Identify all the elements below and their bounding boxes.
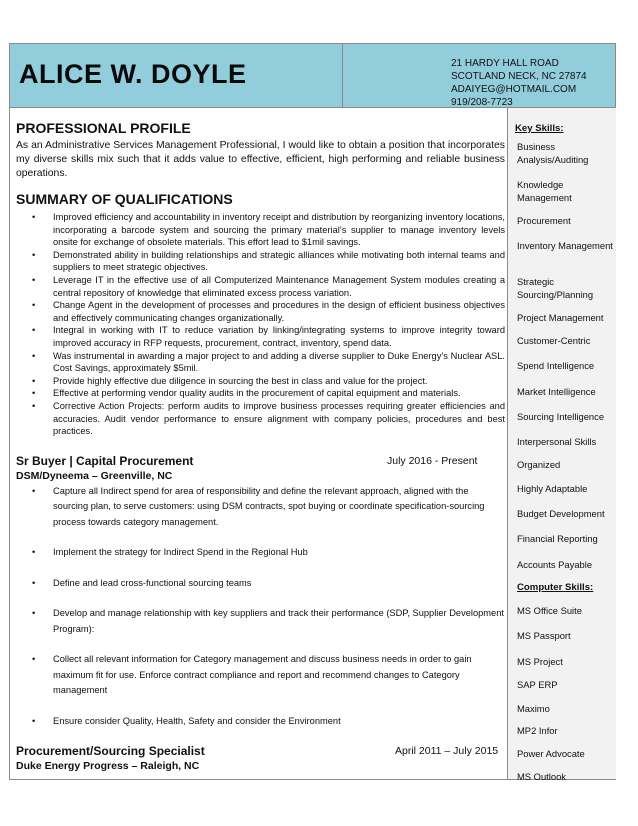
profile-text: As an Administrative Services Management Professional, I would like to obtain a position that incorporates my diverse skills mix such that it adds value to effective, efficient, high performing and reliable business operations. <box>16 140 505 179</box>
contact-block <box>451 57 587 109</box>
job-dates: July 2016 - Present <box>387 454 478 467</box>
skill-item: Financial Reporting <box>517 533 598 544</box>
job-duties-list <box>16 484 505 730</box>
skill-item: Customer-Centric <box>517 335 591 346</box>
profile-heading: PROFESSIONAL PROFILE <box>16 120 191 136</box>
skill-item: Knowledge Management <box>517 179 572 203</box>
qualification-item: • Corrective Action Projects: perform audits to improve business processes requiring greater efficiencies and accuracies. Audit vendor performance to ensure alignment with company policies, procedures and best practices. <box>16 400 505 438</box>
qualification-item: • Provide highly effective due diligence in sourcing the best in class and value for the project. <box>16 375 505 388</box>
computer-skills-heading: Computer Skills: <box>517 582 594 593</box>
resume-header <box>10 44 615 108</box>
qualifications-heading: SUMMARY OF QUALIFICATIONS <box>16 191 233 207</box>
computer-skill-item: MP2 Infor <box>517 725 558 736</box>
job-duty-item: • Capture all Indirect spend for area of responsibility and define the relevant approach, aligned with the sourcing plan, to serve customers: using DSM contracts, spot buying or coordinate specification-sourcing process towards category management. <box>16 484 505 531</box>
job-dates: April 2011 – July 2015 <box>395 745 499 758</box>
skill-item: Highly Adaptable <box>517 483 588 494</box>
qualification-item: • Integral in working with IT to reduce variation by linking/integrating systems to improve integrity toward improved accuracy in RFP requests, procurement, contract, inventory, spend data. <box>16 324 505 349</box>
skill-item: Business Analysis/Auditing <box>517 141 589 165</box>
computer-skill-item: MS Outlook <box>517 771 566 782</box>
job-company: DSM/Dyneema – Greenville, NC <box>16 469 173 482</box>
job-title: Sr Buyer | Capital Procurement <box>16 453 194 468</box>
skills-sidebar <box>507 108 616 782</box>
computer-skill-item: Power Advocate <box>517 748 585 759</box>
job-duty-item: • Define and lead cross-functional sourcing teams <box>16 576 505 592</box>
skill-item: Strategic Sourcing/Planning <box>517 276 594 300</box>
address-line-2: SCOTLAND NECK, NC 27874 <box>451 71 587 82</box>
computer-skill-item: Maximo <box>517 703 550 714</box>
skill-item: Organized <box>517 459 561 470</box>
candidate-name: ALICE W. DOYLE <box>19 59 247 89</box>
job-duty-item: • Ensure consider Quality, Health, Safety and consider the Environment <box>16 714 505 730</box>
skill-item: Market Intelligence <box>517 386 596 397</box>
skill-item: Budget Development <box>517 508 605 519</box>
job-duty-item: • Implement the strategy for Indirect Spend in the Regional Hub <box>16 545 505 561</box>
email-address: ADAIYEG@HOTMAIL.COM <box>451 84 577 95</box>
job-title: Procurement/Sourcing Specialist <box>16 744 205 759</box>
qualification-item: • Change Agent in the development of processes and procedures in the design of efficient business objectives and effectively communicating changes organizationally. <box>16 299 505 324</box>
job-duty-item: • Collect all relevant information for Category management and discuss business needs in order to gain maximum fit for use. Enforce contract compliance and report and recommend changes to Category management <box>16 652 505 699</box>
key-skills-heading: Key Skills: <box>515 123 564 134</box>
skill-item: Project Management <box>517 312 604 323</box>
qualification-item: • Leverage IT in the effective use of all Computerized Maintenance Management System modules creating a central repository of knowledge that eliminated excess process variation. <box>16 274 505 299</box>
job-duty-item: • Develop and manage relationship with key suppliers and track their performance (SDP, Supplier Development Program): <box>16 606 505 637</box>
main-column <box>16 120 505 772</box>
qualification-item: • Effective at performing vendor quality audits in the procurement of capital equipment and materials. <box>16 387 505 400</box>
job-company: Duke Energy Progress – Raleigh, NC <box>16 760 200 773</box>
skill-item: Spend Intelligence <box>517 360 595 371</box>
qualification-item: • Demonstrated ability in building relationships and strategic alliances while motivating both internal teams and suppliers to meet strategic objectives. <box>16 249 505 274</box>
qualification-item: • Was instrumental in awarding a major project to and adding a diverse supplier to Duke Energy’s Nuclear ASL. Cost Savings, approximately $5mil. <box>16 350 505 375</box>
computer-skill-item: MS Passport <box>517 630 571 641</box>
header-divider <box>342 44 343 107</box>
job-header <box>16 454 505 470</box>
qualifications-list <box>16 211 505 438</box>
skill-item: Sourcing Intelligence <box>517 411 605 422</box>
computer-skill-item: MS Office Suite <box>517 605 582 616</box>
skill-item: Inventory Management <box>517 240 613 251</box>
resume-page <box>9 43 616 780</box>
computer-skill-item: SAP ERP <box>517 679 558 690</box>
skill-item: Interpersonal Skills <box>517 436 597 447</box>
skill-item: Procurement <box>517 215 571 226</box>
phone-number: 919/208-7723 <box>451 97 513 108</box>
address-line-1: 21 HARDY HALL ROAD <box>451 58 559 69</box>
qualification-item: • Improved efficiency and accountability in inventory receipt and distribution by reorganizing inventory locations, incorporating a barcode system and sourcing the primary material’s supplier to manage inventory levels onsite for exchange of obsolete materials. This effort lead to $1mil savings. <box>16 211 505 249</box>
job-header <box>16 744 505 760</box>
skill-item: Accounts Payable <box>517 559 593 570</box>
computer-skill-item: MS Project <box>517 656 563 667</box>
